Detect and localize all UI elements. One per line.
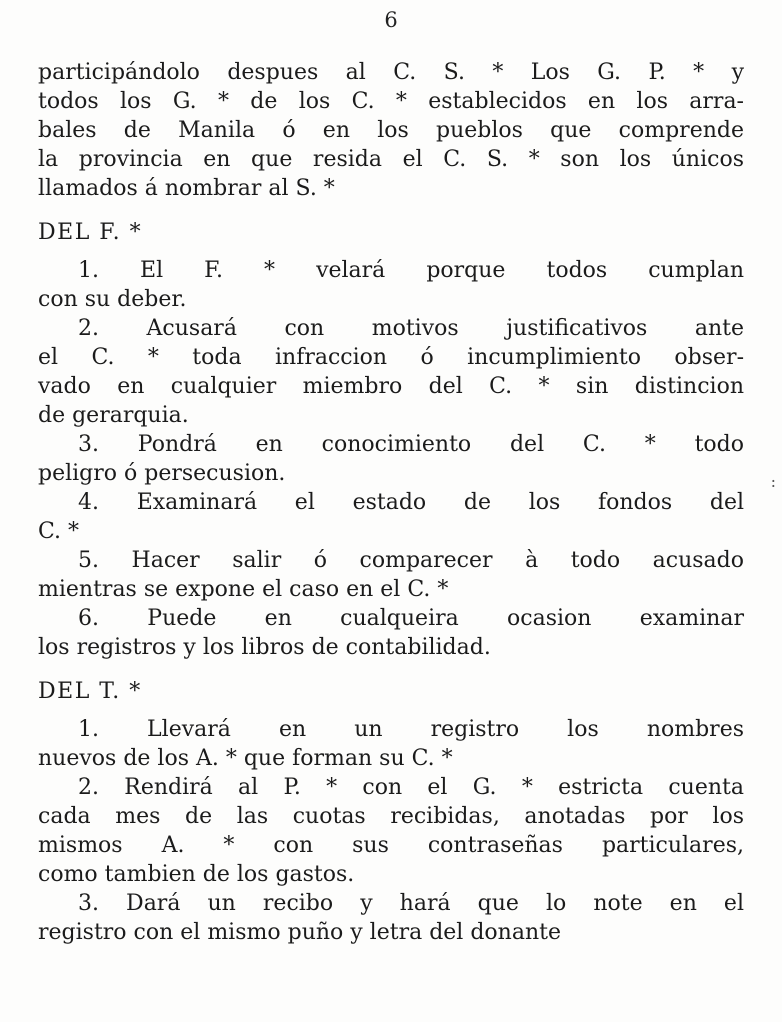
text-line: 1. El F. * velará porque todos cumplan	[78, 258, 744, 283]
text-line: 3. Dará un recibo y hará que lo note en el	[78, 891, 744, 916]
text-line: 2. Acusará con motivos justificativos ante	[78, 316, 744, 341]
paragraph	[38, 715, 744, 773]
text-line: C. *	[38, 519, 80, 544]
scan-artifact-mark: :	[770, 472, 776, 491]
paragraph	[38, 604, 744, 662]
text-line: vado en cualquier miembro del C. * sin distincion	[38, 374, 744, 399]
section-heading: DEL F. *	[38, 220, 143, 245]
text-line: como tambien de los gastos.	[38, 862, 355, 887]
paragraph	[38, 773, 744, 889]
paragraph	[38, 889, 744, 947]
page-number: 6	[384, 8, 398, 32]
text-line: todos los G. * de los C. * establecidos en los arra-	[38, 89, 744, 114]
text-line: mientras se expone el caso en el C. *	[38, 577, 449, 602]
text-line: 5. Hacer salir ó comparecer à todo acusado	[78, 548, 744, 573]
text-line: participándolo despues al C. S. * Los G. P. * y	[38, 60, 744, 85]
page-body	[38, 58, 744, 947]
text-line: registro con el mismo puño y letra del donante	[38, 920, 561, 945]
section-heading: DEL T. *	[38, 679, 142, 704]
text-line: nuevos de los A. * que forman su C. *	[38, 746, 453, 771]
text-line: 4. Examinará el estado de los fondos del	[78, 490, 744, 515]
paragraph	[38, 546, 744, 604]
text-line: bales de Manila ó en los pueblos que comprende	[38, 118, 744, 143]
paragraph	[38, 256, 744, 314]
text-line: con su deber.	[38, 287, 187, 312]
text-line: llamados á nombrar al S. *	[38, 176, 335, 201]
text-line: el C. * toda infraccion ó incumplimiento obser-	[38, 345, 744, 370]
paragraph	[38, 430, 744, 488]
text-line: 1. Llevará en un registro los nombres	[78, 717, 744, 742]
text-line: 2. Rendirá al P. * con el G. * estricta cuenta	[78, 775, 744, 800]
text-line: los registros y los libros de contabilidad.	[38, 635, 491, 660]
text-line: cada mes de las cuotas recibidas, anotadas por los	[38, 804, 744, 829]
text-line: 3. Pondrá en conocimiento del C. * todo	[78, 432, 744, 457]
text-line: de gerarquia.	[38, 403, 189, 428]
paragraph	[38, 58, 744, 203]
text-line: mismos A. * con sus contraseñas particulares,	[38, 833, 744, 858]
text-line: la provincia en que resida el C. S. * son los únicos	[38, 147, 744, 172]
paragraph	[38, 488, 744, 546]
text-line: peligro ó persecusion.	[38, 461, 286, 486]
text-line: 6. Puede en cualqueira ocasion examinar	[78, 606, 744, 631]
paragraph	[38, 314, 744, 430]
